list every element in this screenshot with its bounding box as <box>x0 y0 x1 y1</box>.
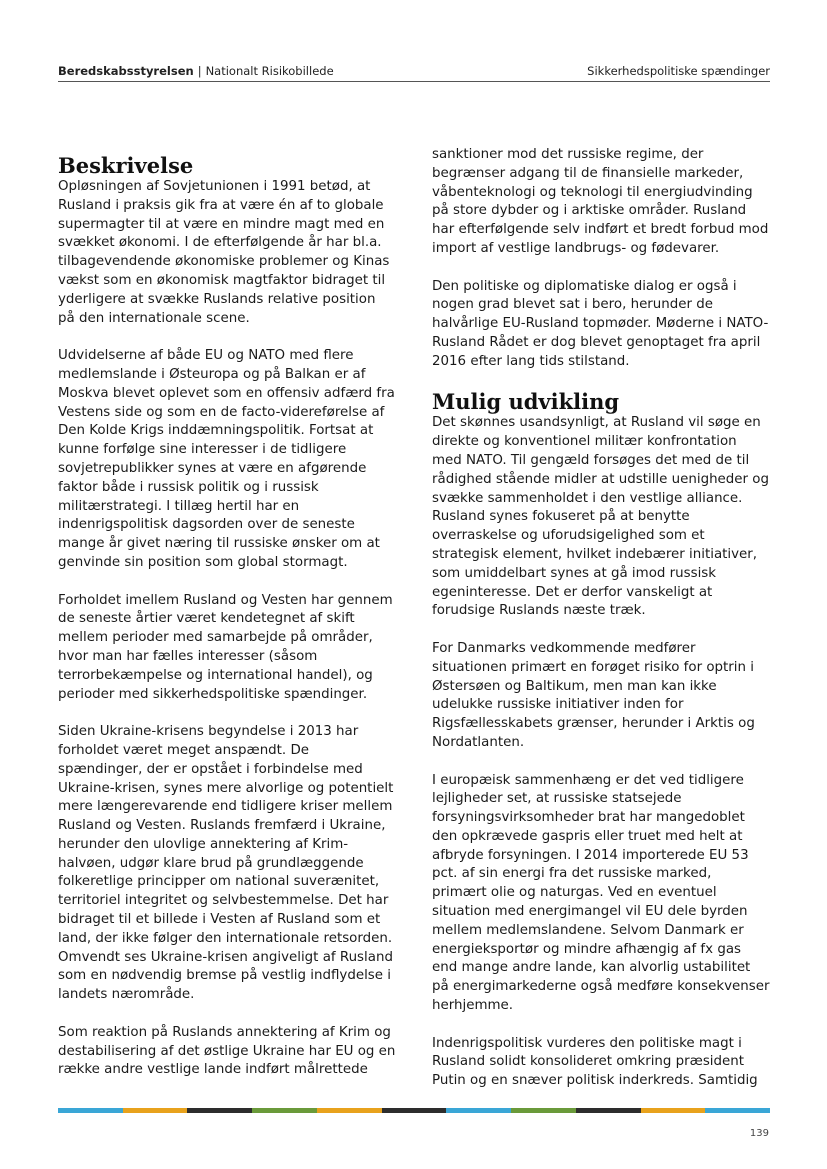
header-org: Beredskabsstyrelsen <box>58 64 194 78</box>
paragraph: Forholdet imellem Rusland og Vesten har gennem de seneste årtier været kendetegnet af skift mellem perioder med samarbejde på områder, hvor man har fælles interesser (såsom terrorbekæmpelse og international handel), og perioder med sikkerhedspolitiske spændinger. <box>58 592 393 702</box>
header-separator: | <box>197 64 202 78</box>
paragraph: I europæisk sammenhæng er det ved tidligere lejligheder set, at russiske statsejede forsyningsvirksomheder brat har mangedoblet den opkrævede gaspris eller truet med helt at afbryde forsyningen. I 2014 importerede EU 53 pct. af sin energi fra det russiske marked, primært olie og naturgas. Ved en eventuel situation med energimangel vil EU dele byrden mellem medlemslandene. Selvom Danmark er energieksportør og mindre afhængig af fx gas end mange andre lande, kan alvorlig ustabilitet på energimarkederne også medføre konsekvenser herhjemme. <box>432 772 770 1014</box>
paragraph: Som reaktion på Ruslands annektering af Krim og destabilisering af det østlige Ukraine har EU og en række andre vestlige lande indført målrettede <box>58 1024 396 1078</box>
footer-bar-segment <box>576 1108 641 1113</box>
left-column <box>58 146 396 1099</box>
page-header <box>58 64 770 78</box>
section-heading-mulig-udvikling: Mulig udvikling <box>432 389 620 415</box>
paragraph: For Danmarks vedkommende medfører situationen primært en forøget risiko for optrin i Østersøen og Baltikum, men man kan ikke udelukke russiske initiativer inden for Rigsfællesskabets grænser, herunder i Arktis og Nordatlanten. <box>432 640 755 750</box>
paragraph: Siden Ukraine-krisens begyndelse i 2013 har forholdet været meget anspændt. De spændinger, der er opstået i forbindelse med Ukraine-krisen, synes mere alvorlige og potentielt mere længerevarende end tidligere kriser mellem Rusland og Vesten. Ruslands fremfærd i Ukraine, herunder den ulovlige annektering af Krim-halvøen, udgør klare brud på grundlæggende folkeretlige principper om national suverænitet, territoriel integritet og selvbestemmelse. Det har bidraget til et billede i Vesten af Rusland som et land, der ikke følger den internationale retsorden. Omvendt ses Ukraine-krisen angiveligt af Rusland som en nødvendig bremse på vestlig indflydelse i landets nærområde. <box>58 724 394 1003</box>
paragraph: Indenrigspolitisk vurderes den politiske magt i Rusland solidt konsolideret omkring præsident Putin og en snæver politisk inderkreds. Samtidig <box>432 1035 758 1089</box>
right-column <box>432 146 770 1110</box>
footer-bar-segment <box>252 1108 317 1113</box>
footer-bar-segment <box>705 1108 770 1113</box>
footer-bar-segment <box>446 1108 511 1113</box>
page-number: 139 <box>749 1128 769 1139</box>
paragraph: sanktioner mod det russiske regime, der begrænser adgang til de finansielle markeder, våbenteknologi og teknologi til energiudvinding på store dybder og i arktiske områder. Rusland har efterfølgende selv indført et bredt forbud mod import af vestlige landbrugs- og fødevarer. <box>432 147 769 256</box>
footer-bar-segment <box>123 1108 188 1113</box>
footer-bar-segment <box>58 1108 123 1113</box>
paragraph: Opløsningen af Sovjetunionen i 1991 betød, at Rusland i praksis gik fra at være én af to globale supermagter til at være en mindre magt med en svækket økonomi. I de efterfølgende år har bl.a. tilbagevendende økonomiske problemer og Kinas vækst som en økonomisk magtfaktor bidraget til yderligere at svække Ruslands relative position på den internationale scene. <box>58 179 390 326</box>
paragraph: Det skønnes usandsynligt, at Rusland vil søge en direkte og konventionel militær konfrontation med NATO. Til gengæld forsøges det med de til rådighed stående midler at udstille uenigheder og svække sammenholdet i den vestlige alliance. Rusland synes fokuseret på at benytte overraskelse og uforudsigelighed som et strategisk element, hvilket indebærer initiativer, som umiddelbart synes at gå imod russisk egeninteresse. Det er derfor vanskeligt at forudsige Ruslands næste træk. <box>432 415 769 619</box>
footer-bar-segment <box>187 1108 252 1113</box>
footer-color-bar <box>58 1108 770 1113</box>
paragraph: Den politiske og diplomatiske dialog er også i nogen grad blevet sat i bero, herunder de halvårlige EU-Rusland topmøder. Møderne i NATO-Rusland Rådet er dog blevet genoptaget fra april 2016 efter lang tids stilstand. <box>432 278 769 369</box>
header-rule <box>58 81 770 82</box>
header-section: Sikkerhedspolitiske spændinger <box>587 64 770 78</box>
header-left <box>58 64 334 78</box>
footer-bar-segment <box>317 1108 382 1113</box>
header-publication: Nationalt Risikobillede <box>205 64 334 78</box>
section-heading-beskrivelse: Beskrivelse <box>58 153 194 178</box>
paragraph: Udvidelserne af både EU og NATO med flere medlemslande i Østeuropa og på Balkan er af Moskva blevet oplevet som en offensiv adfærd fra Vestens side og som en de facto-videreførelse af Den Kolde Krigs inddæmningspolitik. Fortsat at kunne forfølge sine interesser i de tidligere sovjetrepublikker synes at være en afgørende faktor både i russisk politik og i russisk militærstrategi. I tillæg hertil har en indenrigspolitisk dagsorden over de seneste mange år givet næring til russiske ønsker om at genvinde sin position som global stormagt. <box>58 348 395 570</box>
footer-bar-segment <box>511 1108 576 1113</box>
footer-bar-segment <box>641 1108 706 1113</box>
footer-bar-segment <box>382 1108 447 1113</box>
